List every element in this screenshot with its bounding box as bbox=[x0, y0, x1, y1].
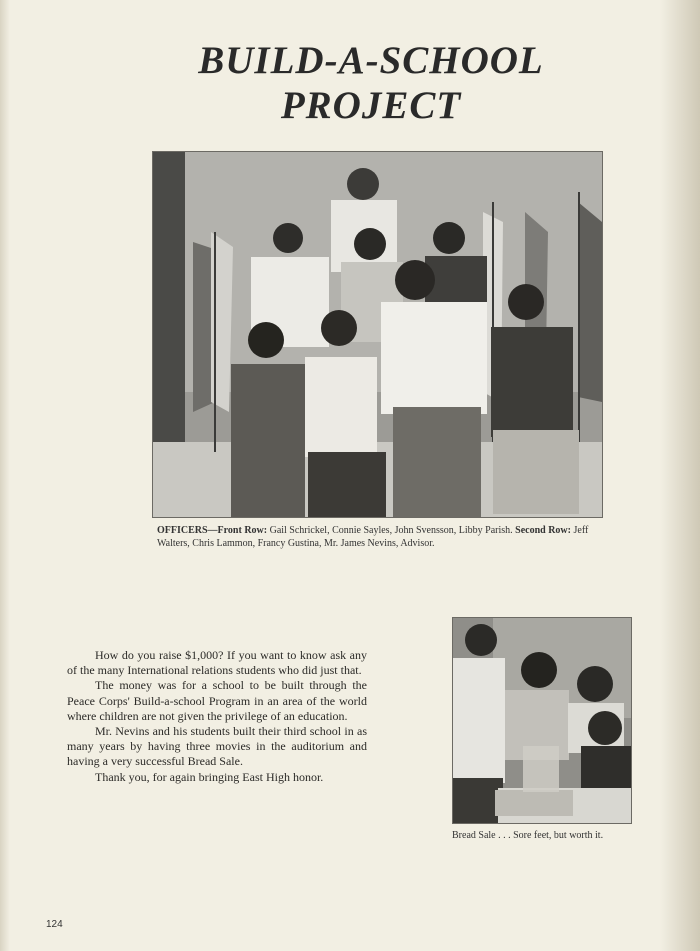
caption-second-row-names: Jeff Walters, Chris Lammon, Francy Gustina, Mr. James Nevins, Advisor. bbox=[157, 525, 589, 549]
title-line-1: BUILD-A-SCHOOL bbox=[198, 39, 544, 82]
article-paragraph: How do you raise $1,000? If you want to know ask any of the many International relations students who did just that. bbox=[67, 648, 367, 678]
bread-sale-caption: Bread Sale . . . Sore feet, but worth it. bbox=[452, 830, 604, 841]
page-number: 124 bbox=[46, 919, 63, 930]
page-edge-shadow bbox=[660, 0, 700, 951]
caption-second-row-label: Second Row: bbox=[515, 525, 571, 536]
page-title bbox=[0, 38, 700, 128]
article-paragraph: Thank you, for again bringing East High honor. bbox=[95, 769, 324, 784]
caption-front-row-names: Gail Schrickel, Connie Sayles, John Svensson, Libby Parish. bbox=[267, 525, 516, 536]
page-gutter-shadow bbox=[0, 0, 10, 951]
article-paragraph: The money was for a school to be built through the Peace Corps' Build-a-school Program in an area of the world where children are not given the privilege of an education. bbox=[67, 678, 367, 723]
officers-photo bbox=[152, 151, 603, 518]
bread-sale-photo-illustration bbox=[453, 618, 631, 823]
title-line-2: PROJECT bbox=[280, 84, 462, 127]
article-paragraph: Mr. Nevins and his students built their third school in as many years by having three movies in the auditorium and having a very successful Bread Sale. bbox=[67, 724, 367, 769]
officers-photo-illustration bbox=[153, 152, 602, 517]
bread-sale-photo bbox=[452, 617, 632, 824]
officers-photo-caption bbox=[157, 524, 607, 550]
caption-front-row-label: OFFICERS—Front Row: bbox=[157, 525, 268, 536]
article-body bbox=[67, 648, 367, 785]
